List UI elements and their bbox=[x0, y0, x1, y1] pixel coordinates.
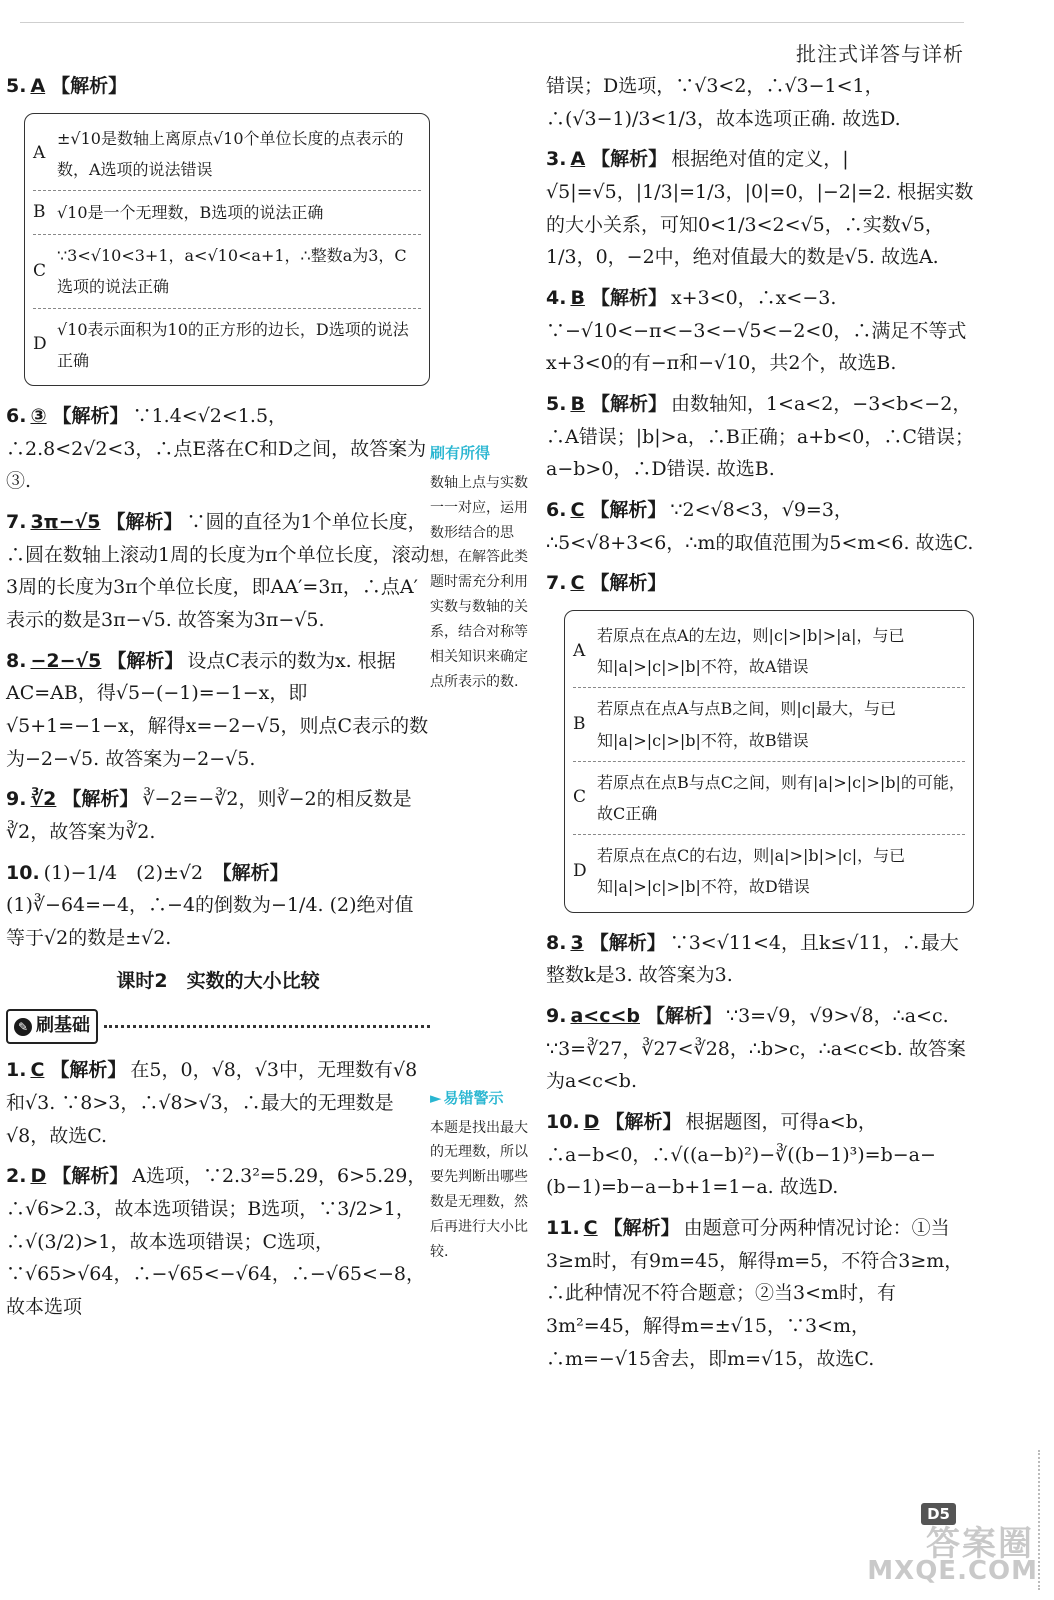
q7-option-d: D 若原点在点C的右边，则|a|>|b|>|c|，与已知|a|>|c|>|b|不符，故D错误 bbox=[573, 846, 906, 897]
watermark bbox=[844, 1516, 1044, 1586]
right-q6: 6. C 【解析】 ∵2<√8<3，√9=3，∴5<√8+3<6，∴m的取值范围为5<m<6. 故选C. bbox=[546, 499, 974, 554]
left-q8: 8. −2−√5 【解析】 设点C表示的数为x. 根据AC=AB，得√5−(−1)=−1−x，即√5+1=−1−x，解得x=−2−√5，则点C表示的数为−2−√5. 故答案为−2−√5. bbox=[6, 649, 429, 770]
left-q2: 2. D 【解析】 A选项，∵2.3²=5.29，6>5.29，∴√6>2.3，故本选项错误；B选项，∵3/2>1，∴√(3/2)>1，故本选项错误；C选项，∵√65>√64，∴−√65<−√64，∴−√65<−8，故本选项 bbox=[6, 1165, 427, 1319]
watermark-url: MXQE.COM bbox=[867, 1556, 1038, 1586]
right-q5: 5. B 【解析】 由数轴知，1<a<2，−3<b<−2，∴A错误；|b|>a，∴B正确；a+b<0，∴C错误；a−b>0，∴D错误. 故选B. bbox=[546, 393, 974, 481]
left-q6: 6. ③ 【解析】 ∵1.4<√2<1.5，∴2.8<2√2<3，∴点E落在C和D之间，故答案为③. bbox=[6, 404, 427, 493]
left-q5: 5. A 【解析】 bbox=[6, 75, 128, 97]
q5-option-b: B √10是一个无理数，B选项的说法正确 bbox=[33, 191, 421, 235]
dotted-divider bbox=[104, 1025, 430, 1028]
q5-option-a: A ±√10是数轴上离原点√10个单位长度的点表示的数，A选项的说法错误 bbox=[33, 118, 421, 191]
right-q8: 8. 3 【解析】 ∵3<√11<4，且k≤√11，∴最大整数k是3. 故答案为3. bbox=[546, 931, 959, 987]
right-column bbox=[546, 70, 974, 1383]
note-1-head: 刷有所得 bbox=[430, 444, 491, 462]
page-number: D5 bbox=[921, 1503, 956, 1525]
header-title: 批注式详答与详析 bbox=[796, 42, 964, 66]
header-rule bbox=[20, 22, 964, 23]
right-q11: 11. C 【解析】 由题意可分两种情况讨论：①当3≥m时，有9m=45，解得m=5，不符合3≥m，∴此种情况不符合题意；②当3<m时，有3m²=45，解得m=±√15，∵3<m，∴m=−√15舍去，即m=√15，故选C. bbox=[546, 1216, 964, 1370]
right-q3: 3. A 【解析】 根据绝对值的定义，|√5|=√5，|1/3|=1/3，|0|=0，|−2|=2. 根据实数的大小关系，可知0<1/3<2<√5，∴实数√5，1/3，0，−2中，绝对值最大的数是√5. 故选A. bbox=[546, 148, 974, 269]
page-header bbox=[0, 0, 1054, 70]
page-edge-dots bbox=[1038, 1450, 1054, 1590]
notes-column bbox=[430, 70, 538, 1265]
q7-option-b: B 若原点在点A与点B之间，则|c|最大，与已知|a|>|c|>|b|不符，故B错误 bbox=[573, 688, 965, 761]
watermark-logo-text: 答案圈 bbox=[926, 1524, 1034, 1564]
right-q4: 4. B 【解析】 x+3<0，∴x<−3. ∵−√10<−π<−3<−√5<−2<0，∴满足不等式x+3<0的有−π和−√10，共2个，故选B. bbox=[546, 287, 967, 375]
note-2 bbox=[430, 1085, 538, 1265]
left-q1: 1. C 【解析】 在5，0，√8，√3中，无理数有√8和√3. ∵8>3，∴√8>√3，∴最大的无理数是√8，故选C. bbox=[6, 1059, 418, 1147]
right-q2-cont: 错误；D选项，∵√3<2，∴√3−1<1，∴(√3−1)/3<1/3，故本选项正确. 故选D. bbox=[546, 75, 901, 130]
q5-option-c: C ∵3<√10<3+1，a<√10<a+1，∴整数a为3，C选项的说法正确 bbox=[33, 235, 421, 308]
left-column bbox=[6, 70, 430, 1332]
q5-options-box bbox=[24, 113, 430, 386]
note-1 bbox=[430, 440, 538, 695]
q7-option-a: A 若原点在点A的左边，则|c|>|b|>|a|，与已知|a|>|c|>|b|不符，故A错误 bbox=[573, 615, 965, 688]
q7-option-c: C 若原点在点B与点C之间，则有|a|>|c|>|b|的可能，故C正确 bbox=[573, 762, 965, 835]
left-q9: 9. ∛2 【解析】 ∛−2=−∛2，则∛−2的相反数是∛2，故答案为∛2. bbox=[6, 788, 412, 843]
note-2-head: ► 易错警示 bbox=[430, 1088, 504, 1107]
right-q10: 10. D 【解析】 根据题图，可得a<b，∴a−b<0，∴√((a−b)²)−∛((b−1)³)=b−a−(b−1)=b−a−b+1=1−a. 故选D. bbox=[546, 1110, 936, 1199]
note-1-body: 数轴上点与实数一一对应，运用数形结合的思想，在解答此类题时需充分利用实数与数轴的关系，结合对称等相关知识来确定点所表示的数. bbox=[430, 474, 528, 690]
q7-options-box bbox=[564, 610, 974, 913]
brush-icon: ✎ bbox=[14, 1018, 32, 1036]
lesson-title: 课时2 实数的大小比较 bbox=[116, 969, 320, 992]
section-badge-line bbox=[6, 1009, 430, 1044]
right-q7: 7. C 【解析】 bbox=[546, 572, 667, 595]
arrow-icon: ► bbox=[430, 1088, 442, 1107]
note-2-body: 本题是找出最大的无理数，所以要先判断出哪些数是无理数，然后再进行大小比较. bbox=[430, 1119, 528, 1261]
left-q7: 7. 3π−√5 【解析】 ∵圆的直径为1个单位长度，∴圆在数轴上滚动1周的长度为π个单位长度，滚动3周的长度为3π个单位长度，即AA′=3π，∴点A′表示的数是3π−√5. 故答案为3π−√5. bbox=[6, 510, 430, 631]
left-q10: 10. (1)−1/4 (2)±√2 【解析】(1)∛−64=−4，∴−4的倒数为−1/4. (2)绝对值等于√2的数是±√2. bbox=[6, 861, 414, 950]
section-badge: ✎ 刷基础 bbox=[6, 1009, 98, 1044]
q5-option-d: D √10表示面积为10的正方形的边长，D选项的说法正确 bbox=[33, 319, 409, 370]
right-q9: 9. a<c<b 【解析】 ∵3=√9，√9>√8，∴a<c. ∵3=∛27，∛27<∛28，∴b>c，∴a<c<b. 故答案为a<c<b. bbox=[546, 1004, 966, 1093]
